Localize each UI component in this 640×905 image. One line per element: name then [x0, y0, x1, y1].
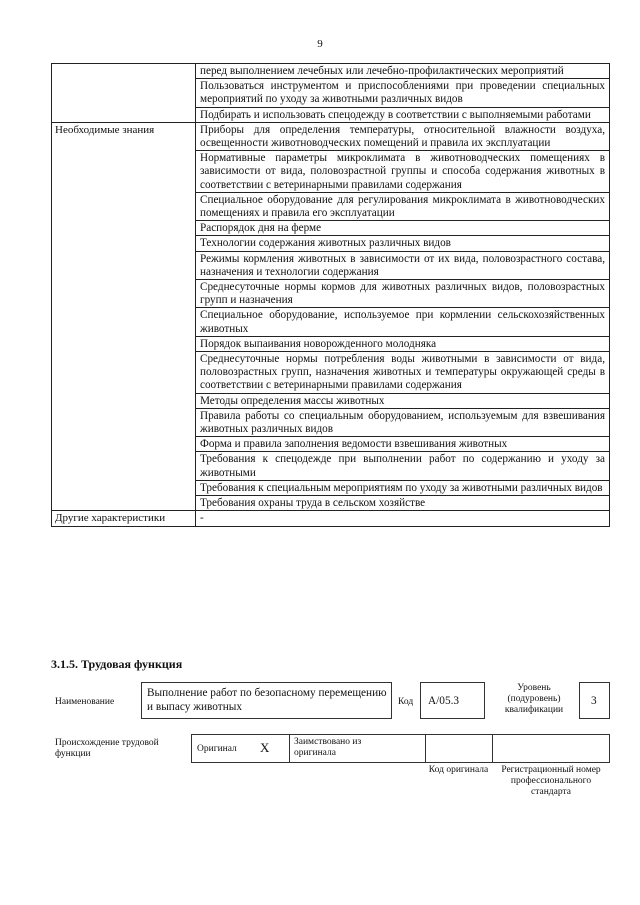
- name-value: Выполнение работ по безопасному перемещению и выпасу животных: [147, 687, 387, 713]
- row-value: Специальное оборудование для регулирования микроклимата в животноводческих помещениях и правила его эксплуатации: [196, 192, 610, 220]
- row-label: [52, 352, 196, 394]
- row-label: [52, 308, 196, 336]
- code-original-box: [425, 734, 492, 763]
- table-row: [52, 251, 610, 279]
- table-row: [52, 437, 610, 452]
- row-value: Нормативные параметры микроклимата в животноводческих помещениях в зависимости от вида, половозрастной группы и способа содержания животных в соответствии с ветеринарными правилами содержания: [196, 151, 610, 193]
- level-box: [579, 682, 610, 719]
- borrowed-box: [289, 734, 425, 763]
- row-value: Порядок выпаивания новорожденного молодняка: [196, 336, 610, 351]
- section-title: 3.1.5. Трудовая функция: [51, 657, 183, 671]
- row-label: Другие характеристики: [52, 511, 196, 526]
- row-label: [52, 192, 196, 220]
- row-value: Специальное оборудование, используемое при кормлении сельскохозяйственных животных: [196, 308, 610, 336]
- row-label: [52, 437, 196, 452]
- row-value: Распорядок дня на ферме: [196, 221, 610, 236]
- row-label: [52, 496, 196, 511]
- row-label: [52, 79, 196, 107]
- row-value: Подбирать и использовать спецодежду в соответствии с выполняемыми работами: [196, 107, 610, 122]
- level-label: Уровень (подуровень) квалификации: [504, 683, 564, 715]
- name-box: [141, 682, 392, 719]
- original-label: Оригинал: [197, 744, 237, 754]
- row-label: [52, 221, 196, 236]
- table-row: [52, 393, 610, 408]
- code-value: А/05.3: [428, 695, 460, 707]
- row-value: Приборы для определения температуры, относительной влажности воздуха, освещенности животноводческих помещений и правила их эксплуатации: [196, 122, 610, 150]
- row-value: Методы определения массы животных: [196, 393, 610, 408]
- table-row: [52, 122, 610, 150]
- row-value: перед выполнением лечебных или лечебно-профилактических мероприятий: [196, 64, 610, 79]
- original-box: [191, 734, 289, 763]
- row-label: [52, 64, 196, 79]
- level-value: 3: [591, 695, 597, 707]
- row-label: [52, 236, 196, 251]
- row-value: Пользоваться инструментом и приспособлениями при проведении специальных мероприятий по уходу за животными различных видов: [196, 79, 610, 107]
- row-value: Требования к спецодежде при выполнении работ по содержанию и уходу за животными: [196, 452, 610, 480]
- name-label: Наименование: [55, 697, 115, 707]
- reg-number-caption: Регистрационный номер профессионального стандарта: [501, 765, 601, 797]
- row-label: [52, 151, 196, 193]
- table-row: [52, 452, 610, 480]
- table-row: [52, 192, 610, 220]
- reg-number-box: [492, 734, 610, 763]
- table-row: [52, 352, 610, 394]
- table-row: [52, 221, 610, 236]
- table-row: [52, 496, 610, 511]
- table-row: [52, 280, 610, 308]
- original-mark: X: [260, 740, 270, 755]
- row-value: Правила работы со специальным оборудованием, используемым для взвешивания животных различных видов: [196, 408, 610, 436]
- row-value: Форма и правила заполнения ведомости взвешивания животных: [196, 437, 610, 452]
- row-label: [52, 107, 196, 122]
- code-label: Код: [398, 697, 414, 707]
- table-row: [52, 336, 610, 351]
- row-label: [52, 280, 196, 308]
- row-value: Среднесуточные нормы кормов для животных различных видов, половозрастных групп и назначения: [196, 280, 610, 308]
- row-label: [52, 251, 196, 279]
- row-value: Требования к специальным мероприятиям по уходу за животными различных видов: [196, 480, 610, 495]
- table-row: [52, 308, 610, 336]
- row-value: -: [196, 511, 610, 526]
- table-row: [52, 64, 610, 79]
- row-label: Необходимые знания: [52, 122, 196, 150]
- row-value: Требования охраны труда в сельском хозяйстве: [196, 496, 610, 511]
- table-row: [52, 480, 610, 495]
- page-number: 9: [317, 38, 323, 50]
- table-row: [52, 236, 610, 251]
- row-label: [52, 393, 196, 408]
- table-row: [52, 107, 610, 122]
- table-row: [52, 408, 610, 436]
- row-label: [52, 408, 196, 436]
- row-label: [52, 452, 196, 480]
- row-label: [52, 336, 196, 351]
- knowledge-table: [51, 63, 610, 527]
- origin-label: Происхождение трудовой функции: [55, 738, 159, 759]
- table-row: [52, 151, 610, 193]
- row-value: Режимы кормления животных в зависимости от их вида, половозрастного состава, назначения и технологии содержания: [196, 251, 610, 279]
- row-value: Технологии содержания животных различных видов: [196, 236, 610, 251]
- code-box: [420, 682, 485, 719]
- row-label: [52, 480, 196, 495]
- borrowed-label: Заимствовано из оригинала: [294, 737, 362, 758]
- table-row: [52, 511, 610, 526]
- table-row: [52, 79, 610, 107]
- code-original-caption: Код оригинала: [428, 765, 489, 775]
- row-value: Среднесуточные нормы потребления воды животными в зависимости от вида, половозрастных групп, назначения животных и температуры окружающей среды в соответствии с ветеринарными правилами содержания: [196, 352, 610, 394]
